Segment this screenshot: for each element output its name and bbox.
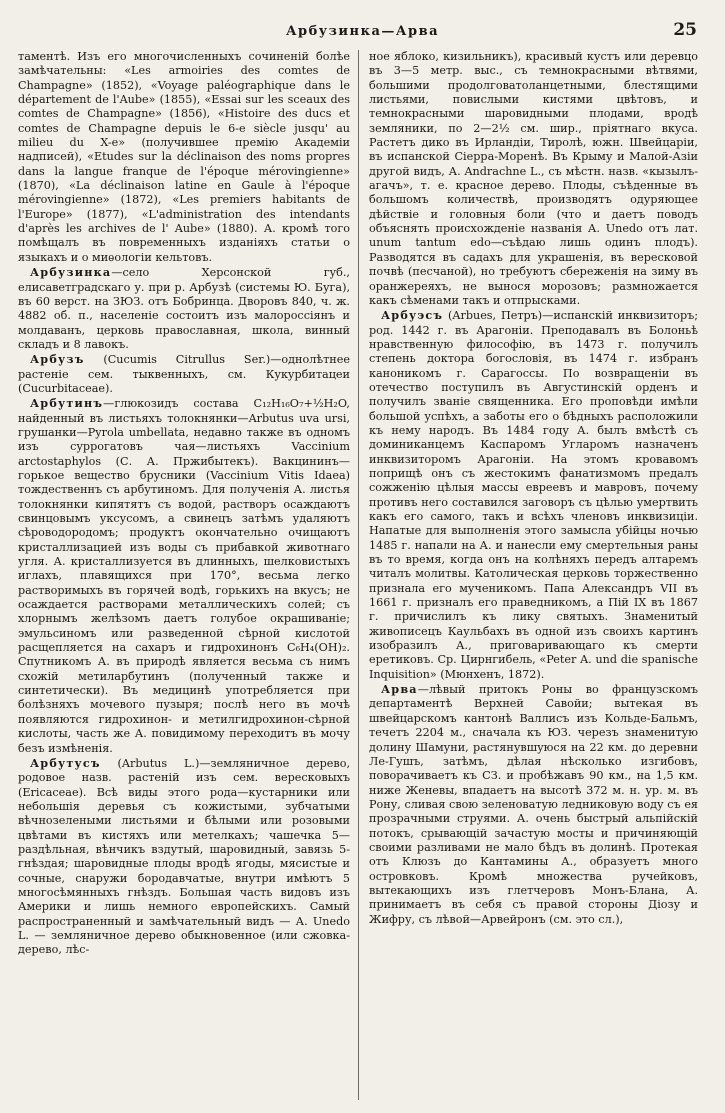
page-number: 25 xyxy=(673,20,697,40)
entry-arbues xyxy=(369,308,698,682)
headword: Арбуэсъ xyxy=(381,308,444,323)
entry-text: —село Херсонской губ., елисаветградскаго у. при р. Арбузѣ (системы Ю. Буга), въ 60 верст. на ЗЮЗ. отъ Бобринца. Дворовъ 840, ч. ж. 4882 об. п., населеніе состоитъ изъ малороссіянъ и молдаванъ, церковь православная, школа, винный складъ и 8 лавокъ. xyxy=(18,266,350,351)
entry-arbutin xyxy=(18,396,350,756)
headword: Арбутинъ xyxy=(30,396,104,411)
entry-arbutus xyxy=(18,756,350,958)
headword: Арбузъ xyxy=(30,352,85,367)
running-head: Арбузинка—Арва xyxy=(285,24,440,39)
headword: Арбузинка xyxy=(30,265,112,280)
text-columns xyxy=(18,50,707,1100)
entry-arva xyxy=(369,682,698,927)
entry-arbuzinka xyxy=(18,265,350,352)
entry-text: (Arbutus L.)—земляничное дерево, родовое назв. растеній изъ сем. вересковыхъ (Ericaceae). Всѣ виды этого рода—кустарники или небольшія деревья съ кожистыми, зубчатыми вѣчнозелеными листьями и бѣлыми или розовыми цвѣтами въ кистяхъ или метелкахъ; чашечка 5—раздѣльная, вѣнчикъ вздутый, шаровидный, завязь 5-гнѣздая; шаровидные плоды вродѣ ягоды, мясистые и сочные, снаружи бородавчатые, внутри имѣютъ 5 многосѣмянныхъ гнѣздъ. Большая часть видовъ изъ Америки и лишь немного европейскихъ. Самый распространенный и замѣчательный видъ — А. Unedo L. — земляничное дерево обыкновенное (или сжовка-дерево, лѣс- xyxy=(18,756,350,957)
entry-text: (Arbues, Петръ)—испанскій инквизиторъ; род. 1442 г. въ Арагоніи. Преподавалъ въ Болоньѣ нравственную философію, въ 1473 г. получилъ степень доктора богословія, въ 1474 г. избранъ каноникомъ г. Сарагоссы. По возвращеніи въ отечество поступилъ въ Августинскій орденъ и получилъ званіе священника. Его проповѣди имѣли большой успѣхъ, а заботы его о бѣдныхъ расположили къ нему народъ. Въ 1484 году А. былъ вмѣстѣ съ доминиканцемъ Каспаромъ Угларомъ назначенъ инквизиторомъ Арагоніи. На этомъ кровавомъ поприщѣ онъ съ жестокимъ фанатизмомъ предалъ сожженію цѣлыя массы евреевъ и мавровъ, почему противъ него составился заговоръ съ цѣлью умертвить какъ его самого, такъ и всѣхъ членовъ инквизиціи. Напатые для выполненія этого замысла убійцы ночью 1485 г. напали на А. и нанесли ему смертельныя раны въ то время, когда онъ на колѣняхъ передъ алтаремъ читалъ молитвы. Католическая церковь торжественно признала его мученикомъ. Папа Александръ VII въ 1661 г. призналъ его праведникомъ, а Пій IX въ 1867 г. причислилъ къ лику святыхъ. Знаменитый живописецъ Каульбахъ въ одной изъ своихъ картинъ изобразилъ А., приговаривающаго къ смерти еретиковъ. Ср. Цирнгибель, «Peter A. und die spanische Inquisition» (Мюнхенъ, 1872). xyxy=(369,309,698,681)
headword: Арва xyxy=(381,682,418,697)
right-column xyxy=(358,50,698,1100)
entry-arbuz xyxy=(18,352,350,396)
continued-paragraph: таментѣ. Изъ его многочисленныхъ сочиненій болѣе замѣчательны: «Les armoiries des comtes de Champagne» (1852), «Voyage paléographique dans le département de l'Aube» (1855), «Essai sur les sceaux des comtes de Champagne» (1856), «Histoire des ducs et comtes de Champagne depuis le 6-e siècle jusqu' au milieu du X-e» (получившее премію Академіи надписей), «Etudes sur la déclinaison des noms propres dans la langue franque de l'époque mérovingienne» (1870), «La déclinaison latine en Gaule à l'époque mérovingienne» (1872), «Les premiers habitants de l'Europe» (1877), «L'administration des intendants d'après les archives de l' Aube» (1880). А. кромѣ того помѣщалъ въ повременныхъ изданіяхъ статьи о языкахъ и о миѳологіи кельтовъ. xyxy=(18,50,350,264)
entry-text: —лѣвый притокъ Роны во французскомъ департаментѣ Верхней Савойи; вытекая въ швейцарскомъ кантонѣ Валлисъ изъ Кольде-Бальмъ, течетъ 2204 м., сначала къ ЮЗ. черезъ знаменитую долину Шамуни, растянувшуюся на 22 км. до деревни Ле-Гушъ, затѣмъ, дѣлая нѣсколько изгибовъ, поворачиваетъ къ СЗ. и пробѣжавъ 90 км., на 1,5 км. ниже Женевы, впадаетъ на высотѣ 372 м. н. ур. м. въ Рону, сливая свою зеленоватую ледниковую воду съ ея прозрачными струями. А. очень быстрый альпійскій потокъ, срывающій зачастую мосты и причиняющій своими разливами не мало бѣдъ въ долинѣ. Протекая отъ Клюзъ до Кантамины А., образуетъ много островковъ. Кромѣ множества ручейковъ, вытекающихъ изъ глетчеровъ Монъ-Блана, А. принимаетъ въ себя съ правой стороны Діозу и Жифру, съ лѣвой—Арвейронъ (см. это сл.), xyxy=(369,683,698,926)
entry-text: —глюкозидъ состава C₁₂H₁₆O₇+½H₂O, найденный въ листьяхъ толокнянки—Arbutus uva ursi, грушанки—Pyrola umbellata, недавно также въ одномъ изъ суррогатовъ чая—листьяхъ Vaccinium arctostaphylos (С. А. Пржибытекъ). Вакцининъ—горькое вещество брусники (Vaccinium Vitis Idaea) тождественнъ съ арбутиномъ. Для полученія А. листья толокнянки кипятятъ съ водой, растворъ осаждаютъ свинцовымъ уксусомъ, а свинецъ затѣмъ удаляютъ сѣроводородомъ; продуктъ окончательно очищаютъ кристаллизацией изъ воды съ прибавкой животнаго угля. А. кристаллизуется въ длинныхъ, шелковистыхъ иглахъ, плавящихся при 170°, весьма легко растворимыхъ въ горячей водѣ, горькихъ на вкусъ; не осаждается растворами металлическихъ солей; съ хлорнымъ желѣзомъ даетъ голубое окрашиваніе; эмульсиномъ или разведенной сѣрной кислотой расщепляется на сахаръ и гидрохинонъ C₆H₄(OH)₂. Спутникомъ А. въ природѣ является весьма съ нимъ схожій метиларбутинъ (полученный также и синтетически). Въ медицинѣ употребляется при болѣзняхъ мочевого пузыря; послѣ него въ мочѣ появляются гидрохинон- и метилгидрохинон-сѣрной кислоты, часть же А. повидимому переходитъ въ мочу безъ измѣненія. xyxy=(18,397,350,755)
entry-text: (Cucumis Citrullus Ser.)—однолѣтнее растеніе сем. тыквенныхъ, см. Кукурбитацеи (Cucurbitaceae). xyxy=(18,353,350,395)
left-column xyxy=(18,50,358,1100)
headword: Арбутусъ xyxy=(30,755,101,770)
page-header xyxy=(18,16,707,50)
continued-paragraph: ное яблоко, кизильникъ), красивый кустъ или деревцо въ 3—5 метр. выс., съ темнокрасными вѣтвями, большими продолговатоланцетными, блестящими листьями, повислыми кистями цвѣтовъ, и темнокрасными шаровидными плодами, вродѣ земляники, по 2—2½ см. шир., пріятнаго вкуса. Растетъ дико въ Ирландіи, Тиролѣ, южн. Швейцаріи, въ испанской Сіерра-Моренѣ. Въ Крыму и Малой-Азіи другой видъ, А. Andrachne L., съ мѣстн. назв. «кызылъ-агачъ», т. е. красное дерево. Плоды, съѣденные въ большомъ количествѣ, производятъ одуряющее дѣйствіе и головныя боли (что и даетъ поводъ объяснять происхожденіе названія А. Unedo отъ лат. unum tantum edo—съѣдаю лишь одинъ плодъ). Разводятся въ садахъ для украшенія, въ вересковой почвѣ (песчаной), но требуютъ сбереженія на зиму въ оранжереяхъ, не вынося морозовъ; размножается какъ сѣменами такъ и отпрысками. xyxy=(369,50,698,307)
